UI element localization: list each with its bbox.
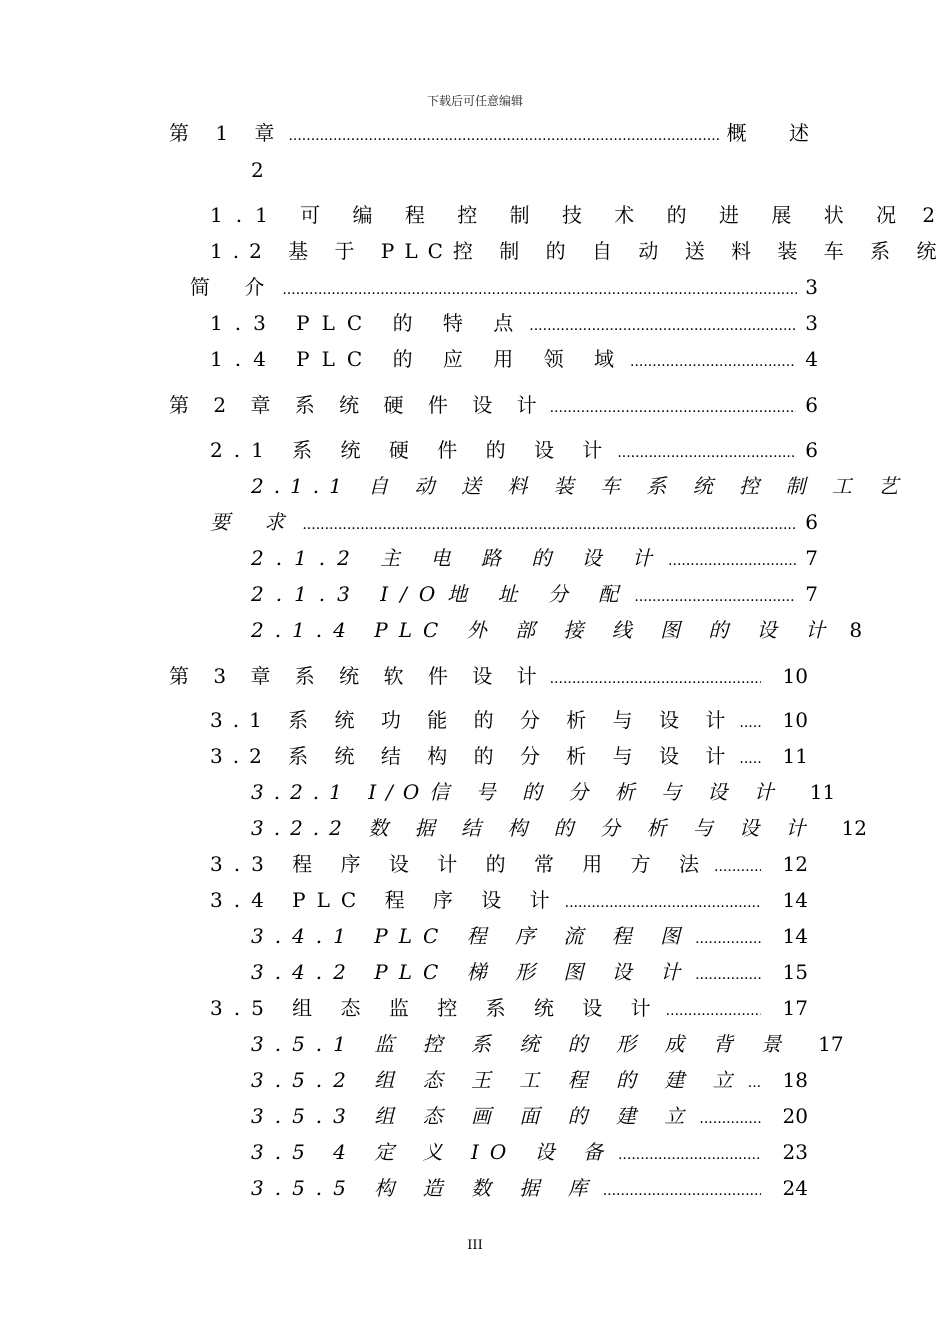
toc-entry-page: 20 (782, 1104, 808, 1128)
toc-entry-page: 17 (818, 1032, 844, 1056)
toc-entry-title: 3.4.2 PLC 梯 形 图 设 计 (251, 960, 692, 984)
toc-entry-page: 18 (782, 1068, 808, 1092)
toc-entry-title-cont: 要 求 (210, 510, 299, 534)
toc-entry-3-4[interactable] (210, 887, 808, 913)
toc-entry-3-1[interactable] (210, 707, 808, 733)
toc-entry-page: 2 (922, 203, 936, 227)
toc-entry-2-1-1[interactable] (251, 473, 909, 499)
dot-leader (695, 923, 760, 952)
toc-entry-page: 14 (782, 888, 808, 912)
dot-leader (739, 743, 760, 772)
toc-entry-title: 3.1 系 统 功 能 的 分 析 与 设 计 (210, 708, 736, 732)
dot-leader (714, 851, 761, 880)
dot-leader (529, 310, 796, 339)
toc-entry-title: 3.5 组 态 监 控 系 统 设 计 (210, 996, 662, 1020)
toc-entry-page: 24 (782, 1176, 808, 1200)
toc-entry-page: 6 (805, 393, 818, 417)
toc-entry-2-1-3[interactable] (251, 581, 818, 607)
toc-entry-title: 3.4.1 PLC 程 序 流 程 图 (251, 924, 692, 948)
dot-leader (618, 1139, 761, 1168)
toc-entry-3-5-5[interactable] (251, 1175, 808, 1201)
toc-entry-page: 10 (782, 708, 808, 732)
dot-leader (699, 1103, 760, 1132)
toc-entry-title: 3.5.3 组 态 画 面 的 建 立 (251, 1104, 696, 1128)
dot-leader (603, 1175, 761, 1204)
toc-entry-title: 2.1.2 主 电 路 的 设 计 (251, 546, 665, 570)
dot-leader (550, 663, 761, 692)
toc-entry-title: 3.5.2 组 态 王 工 程 的 建 立 (251, 1068, 744, 1092)
toc-entry-page: 12 (841, 816, 867, 840)
toc-entry-page: 3 (805, 311, 818, 335)
dot-leader (617, 437, 796, 466)
toc-entry-page: 7 (805, 546, 818, 570)
toc-entry-title: 3.3 程 序 设 计 的 常 用 方 法 (210, 852, 711, 876)
toc-entry-page: 14 (782, 924, 808, 948)
toc-entry-ch2[interactable] (169, 392, 818, 418)
toc-entry-title-tail: 概 述 (726, 121, 827, 145)
dot-leader (634, 581, 796, 610)
toc-entry-page: 6 (805, 510, 818, 534)
toc-entry-title: 3.2 系 统 结 构 的 分 析 与 设 计 (210, 744, 736, 768)
dot-leader (550, 392, 796, 421)
toc-entry-3-5[interactable] (210, 995, 808, 1021)
dot-leader (739, 707, 760, 736)
toc-entry-page: 11 (809, 780, 836, 804)
dot-leader (666, 995, 761, 1024)
toc-entry-page: 12 (782, 852, 808, 876)
dot-leader (565, 887, 761, 916)
toc-entry-page: 8 (849, 618, 863, 642)
toc-entry-page: 23 (782, 1140, 808, 1164)
toc-entry-3-3[interactable] (210, 851, 808, 877)
toc-entry-page: 17 (782, 996, 808, 1020)
toc-entry-title: 1.1 可 编 程 控 制 技 术 的 进 展 状 况 (210, 203, 910, 227)
toc-entry-title: 3.4 PLC 程 序 设 计 (210, 888, 561, 912)
toc-entry-1-4[interactable] (210, 346, 818, 372)
toc-entry-2-1-4[interactable] (251, 617, 863, 643)
toc-entry-3-4-2[interactable] (251, 959, 808, 985)
dot-leader (288, 120, 718, 149)
toc-entry-title: 3.2.1 I/O信 号 的 分 析 与 设 计 (251, 780, 784, 804)
toc-entry-title: 3.2.2 数 据 结 构 的 分 析 与 设 计 (251, 816, 816, 840)
toc-entry-title: 2.1.3 I/O地 址 分 配 (251, 582, 631, 606)
dot-leader (630, 346, 796, 375)
toc-entry-page: 6 (805, 438, 818, 462)
toc-entry-2-1-2[interactable] (251, 545, 818, 571)
dot-leader (302, 509, 797, 538)
toc-entry-3-2[interactable] (210, 743, 808, 769)
toc-entry-title: 3.5 4 定 义 IO 设 备 (251, 1140, 614, 1164)
toc-entry-title: 第 3 章 系 统 软 件 设 计 (169, 664, 546, 688)
toc-entry-3-5-1[interactable] (251, 1031, 844, 1057)
toc-entry-3-2-2[interactable] (251, 815, 867, 841)
toc-entry-1-2[interactable] (210, 238, 947, 264)
toc-entry-ch3[interactable] (169, 663, 808, 689)
toc-entry-1-2-cont[interactable] (190, 274, 818, 300)
toc-entry-3-5-4[interactable] (251, 1139, 808, 1165)
toc-entry-title: 2.1.1 自 动 送 料 装 车 系 统 控 制 工 艺 (251, 474, 909, 498)
toc-entry-title: 2.1.4 PLC 外 部 接 线 图 的 设 计 (251, 618, 837, 642)
toc-entry-title: 3.5.1 监 控 系 统 的 形 成 背 景 (251, 1032, 793, 1056)
toc-entry-title: 第 1 章 (169, 121, 285, 145)
toc-entry-1-1[interactable] (210, 202, 936, 228)
toc-entry-3-5-2[interactable] (251, 1067, 808, 1093)
toc-entry-ch1[interactable] (169, 120, 827, 146)
toc-entry-title: 1.2 基 于 PLC控 制 的 自 动 送 料 装 车 系 统 (210, 239, 947, 263)
toc-entry-title: 1.3 PLC 的 特 点 (210, 311, 526, 335)
page-header: 下载后可任意编辑 (426, 94, 523, 108)
dot-leader (282, 274, 797, 303)
dot-leader (748, 1067, 761, 1096)
toc-entry-title: 1.4 PLC 的 应 用 领 域 (210, 347, 626, 371)
toc-entry-2-1-1-cont[interactable] (210, 509, 818, 535)
toc-entry-page: 4 (805, 347, 818, 371)
toc-entry-title: 2.1 系 统 硬 件 的 设 计 (210, 438, 614, 462)
toc-entry-title: 3.5.5 构 造 数 据 库 (251, 1176, 599, 1200)
toc-entry-3-4-1[interactable] (251, 923, 808, 949)
toc-entry-title-cont: 简 介 (190, 275, 279, 299)
toc-entry-2-1[interactable] (210, 437, 818, 463)
toc-entry-page: 7 (805, 582, 818, 606)
toc-entry-3-2-1[interactable] (251, 779, 836, 805)
page-number: III (467, 1238, 483, 1253)
toc-entry-1-3[interactable] (210, 310, 818, 336)
toc-entry-page: 10 (782, 664, 808, 688)
dot-leader (695, 959, 760, 988)
toc-entry-page: 11 (782, 744, 808, 768)
dot-leader (668, 545, 796, 574)
toc-entry-page: 3 (805, 275, 818, 299)
toc-entry-3-5-3[interactable] (251, 1103, 808, 1129)
toc-entry-title: 第 2 章 系 统 硬 件 设 计 (169, 393, 546, 417)
toc-entry-page: 2 (251, 158, 264, 182)
toc-entry-page: 15 (782, 960, 808, 984)
